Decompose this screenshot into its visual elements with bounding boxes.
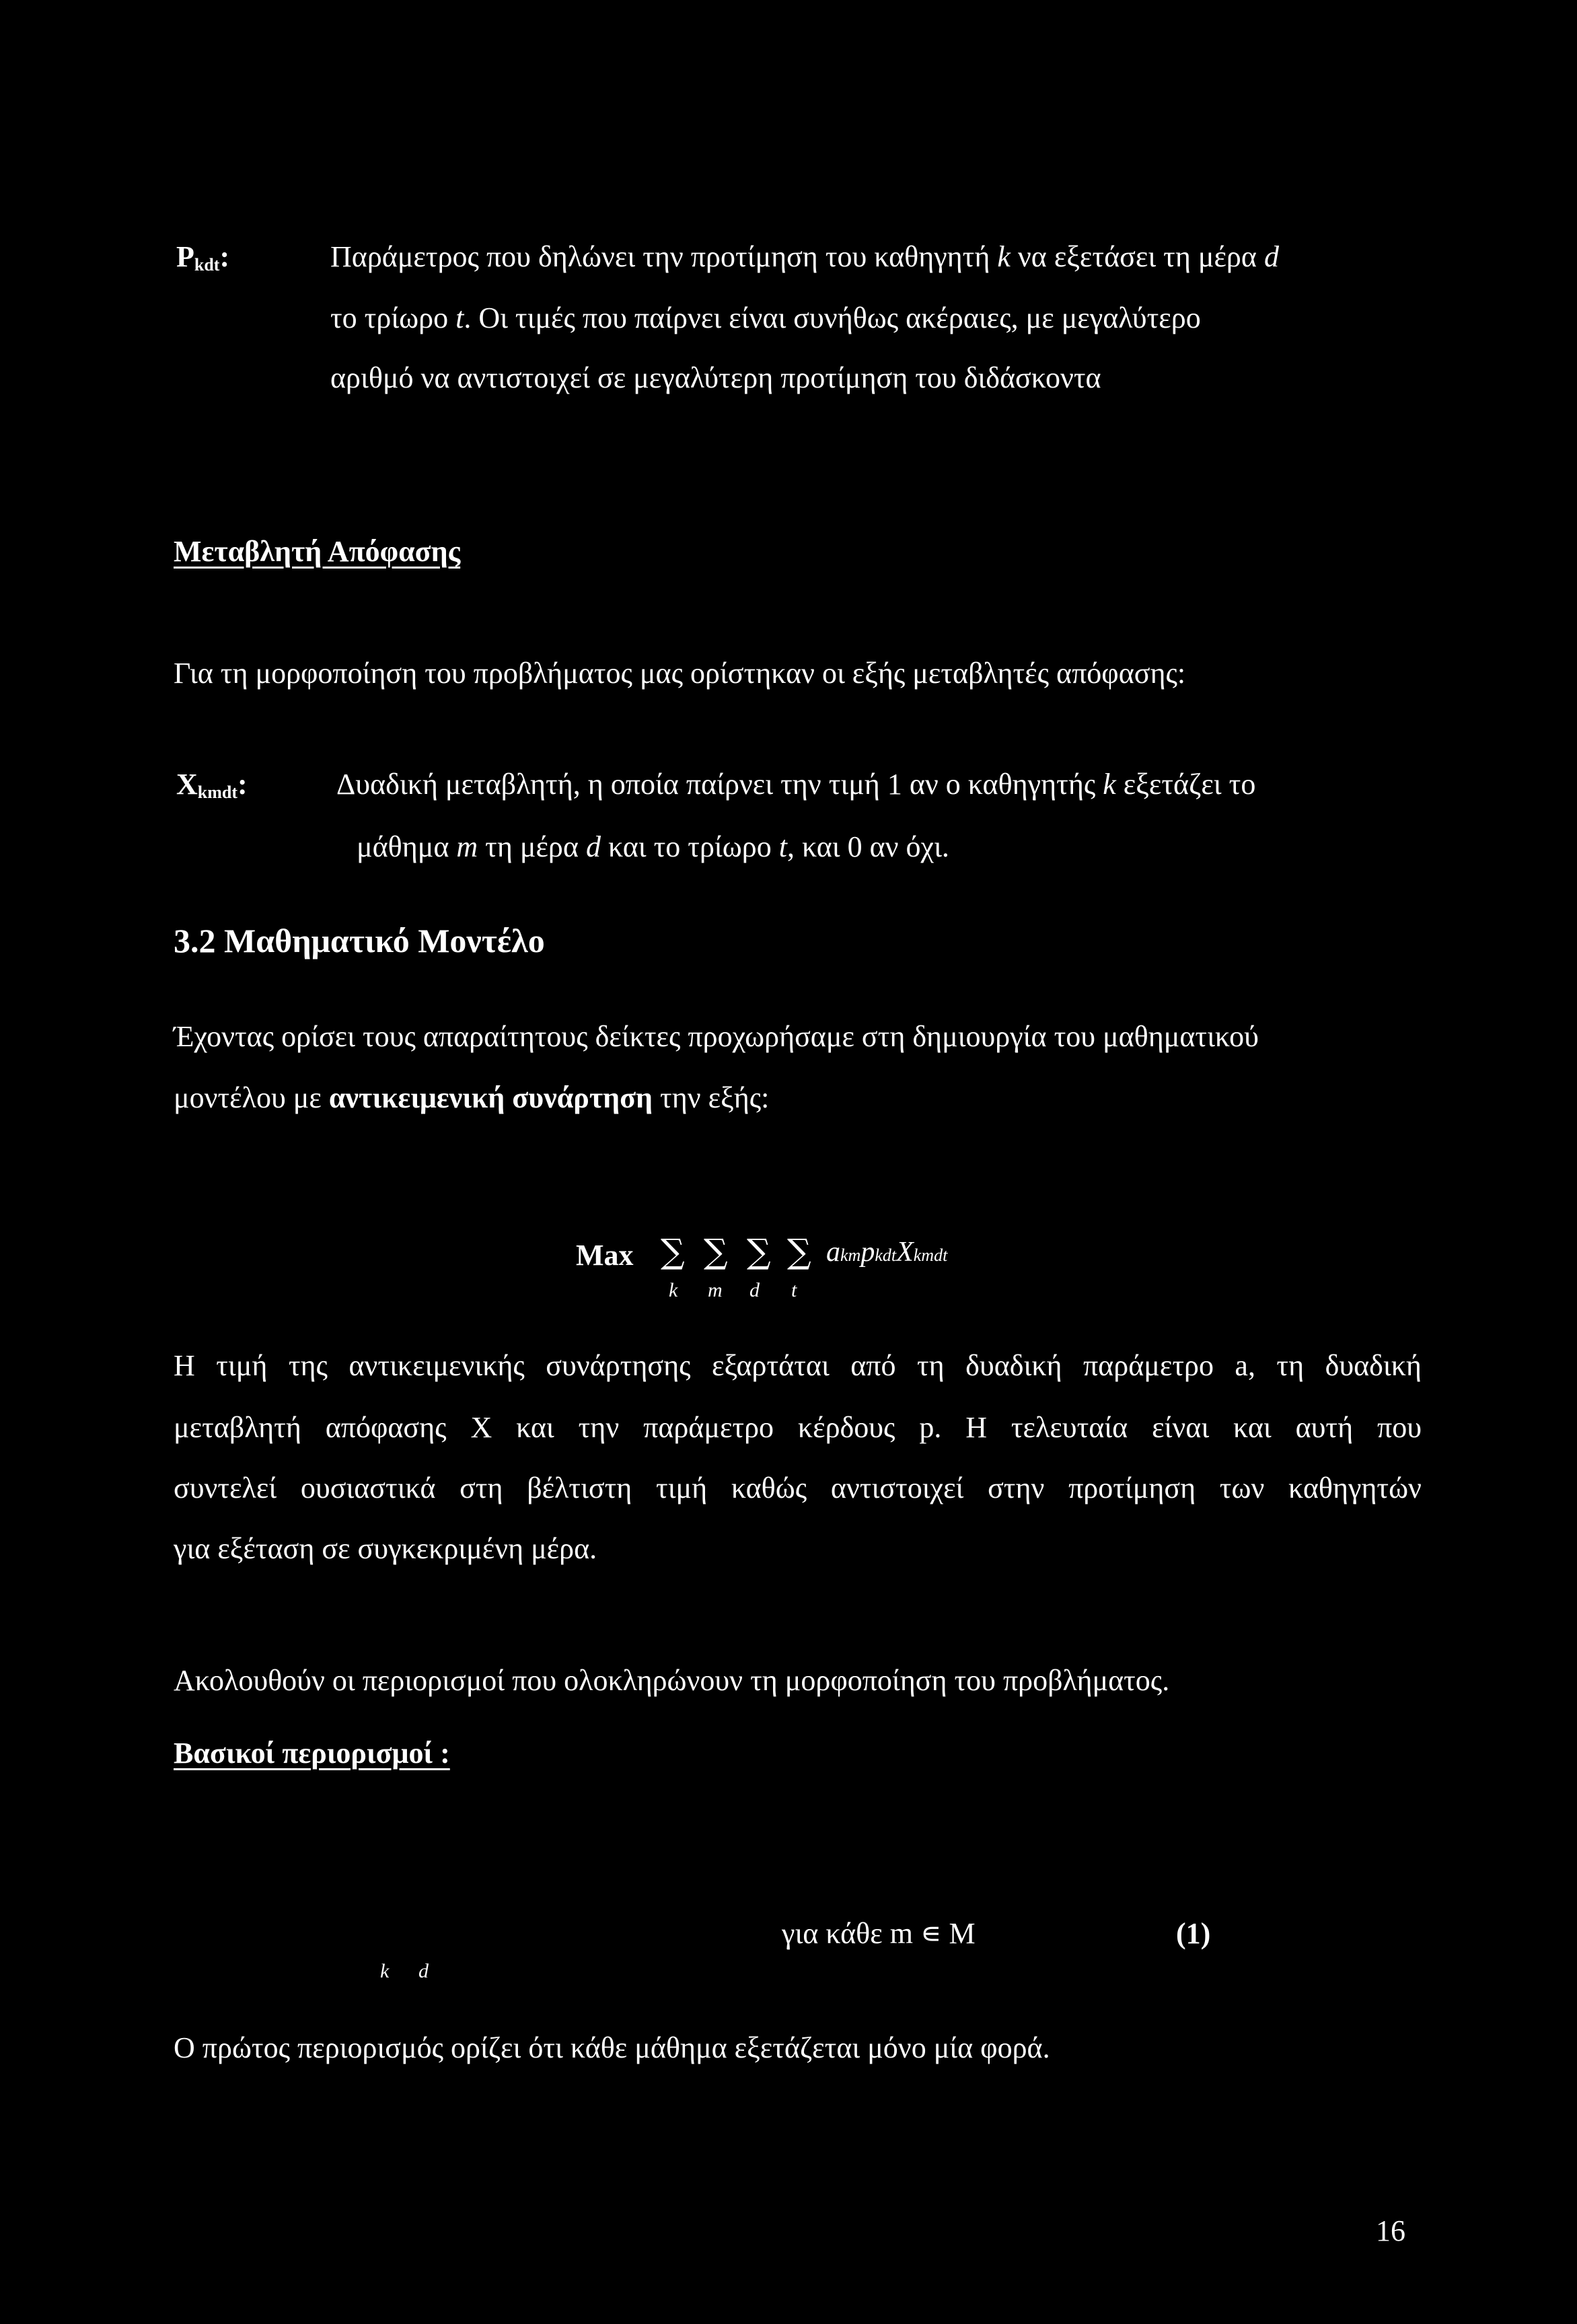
explanation-word: στη bbox=[460, 1472, 503, 1504]
explanation-word: Η bbox=[965, 1411, 987, 1444]
sigma-d: ∑ bbox=[747, 1232, 771, 1271]
xkmdt-line2-mid1: τη μέρα bbox=[478, 830, 586, 863]
explanation-word: συνάρτησης bbox=[546, 1349, 691, 1382]
model-intro-line2-pre: μοντέλου με bbox=[174, 1081, 329, 1114]
explanation-word: αυτή bbox=[1295, 1411, 1354, 1444]
basic-constraints-heading: Βασικοί περιορισμοί : bbox=[174, 1737, 450, 1770]
sum-index-d: d bbox=[749, 1279, 760, 1301]
pkdt-line2-t: t bbox=[455, 301, 464, 334]
explanation-word: παράμετρο bbox=[643, 1411, 774, 1444]
pkdt-line2-text: το τρίωρο bbox=[330, 301, 456, 334]
decision-variable-intro: Για τη μορφοποίηση του προβλήματος μας ορίστηκαν οι εξής μεταβλητές απόφασης: bbox=[174, 657, 1186, 690]
xkmdt-line2-text: μάθημα bbox=[357, 830, 457, 863]
xkmdt-line2-mid2: και το τρίωρο bbox=[600, 830, 779, 863]
xkmdt-line1-post: εξετάζει το bbox=[1115, 768, 1256, 801]
pkdt-line2-post: . Οι τιμές που παίρνει είναι συνήθως ακέραιες, με μεγαλύτερο bbox=[464, 301, 1201, 334]
page-number: 16 bbox=[1376, 2214, 1405, 2247]
objective-terms bbox=[826, 1235, 947, 1269]
pkdt-colon: : bbox=[219, 240, 230, 273]
explanation-word: τη bbox=[1276, 1349, 1305, 1382]
term-a: a bbox=[826, 1237, 840, 1268]
explanation-word: a, bbox=[1235, 1349, 1255, 1382]
objective-max: Max bbox=[576, 1239, 634, 1272]
explanation-word: καθώς bbox=[731, 1472, 807, 1504]
explanation-word: εξαρτάται bbox=[712, 1349, 830, 1382]
explanation-word: στην bbox=[988, 1472, 1045, 1504]
explanation-word: ουσιαστικά bbox=[300, 1472, 436, 1504]
explanation-word: κέρδους bbox=[797, 1411, 895, 1444]
explanation-word: και bbox=[516, 1411, 554, 1444]
explanation-word: είναι bbox=[1152, 1411, 1210, 1444]
constraint1-condition: για κάθε m ∊ M bbox=[782, 1917, 976, 1950]
pkdt-line1-text: Παράμετρος που δηλώνει την προτίμηση του καθηγητή bbox=[330, 240, 998, 273]
xkmdt-symbol-letter: X bbox=[176, 768, 198, 801]
pkdt-symbol-letter: P bbox=[176, 240, 194, 273]
sigma-k: ∑ bbox=[661, 1232, 685, 1271]
explanation-word: μεταβλητή bbox=[174, 1411, 301, 1444]
explanation-word: τη bbox=[917, 1349, 945, 1382]
pkdt-line1-mid: να εξετάσει τη μέρα bbox=[1010, 240, 1264, 273]
pkdt-line1-k: k bbox=[997, 240, 1011, 273]
explanation-word: από bbox=[850, 1349, 896, 1382]
explanation-word: Η bbox=[174, 1349, 195, 1382]
sum-index-t: t bbox=[791, 1279, 797, 1301]
xkmdt-def-line2 bbox=[357, 830, 949, 865]
xkmdt-line2-post: , και 0 αν όχι. bbox=[786, 830, 949, 863]
explanation-word: δυαδική bbox=[1325, 1349, 1422, 1382]
explanation-word: απόφασης bbox=[325, 1411, 447, 1444]
explanation-word: προτίμηση bbox=[1068, 1472, 1196, 1504]
constraint1-number: (1) bbox=[1176, 1917, 1211, 1950]
explanation-word: X bbox=[470, 1411, 492, 1444]
explanation-word: καθηγητών bbox=[1288, 1472, 1422, 1504]
pkdt-def-line1 bbox=[330, 240, 1279, 275]
term-p-sub: kdt bbox=[875, 1245, 897, 1265]
explanation-word: τιμή bbox=[216, 1349, 268, 1382]
explanation-word: και bbox=[1233, 1411, 1272, 1444]
term-x-sub: kmdt bbox=[913, 1245, 948, 1265]
explanation-word: παράμετρο bbox=[1083, 1349, 1214, 1382]
objective-explanation-line1 bbox=[174, 1348, 1422, 1384]
model-intro-line2-bold: αντικειμενική συνάρτηση bbox=[328, 1081, 653, 1114]
explanation-word: συντελεί bbox=[174, 1472, 277, 1504]
decision-variable-heading: Μεταβλητή Απόφασης bbox=[174, 535, 461, 568]
model-intro-line2 bbox=[174, 1081, 769, 1116]
pkdt-symbol bbox=[176, 240, 229, 275]
explanation-word: των bbox=[1219, 1472, 1265, 1504]
xkmdt-line2-d: d bbox=[585, 830, 601, 863]
pkdt-def-line2 bbox=[330, 301, 1201, 336]
section-heading: 3.2 Μαθηματικό Μοντέλο bbox=[174, 922, 545, 959]
constraint1-explanation: Ο πρώτος περιορισμός ορίζει ότι κάθε μάθημα εξετάζεται μόνο μία φορά. bbox=[174, 2031, 1050, 2064]
explanation-word: p. bbox=[919, 1411, 942, 1444]
sigma-m: ∑ bbox=[704, 1232, 728, 1271]
explanation-word: της bbox=[288, 1349, 328, 1382]
sum-index-k: k bbox=[669, 1279, 678, 1301]
sigma-t: ∑ bbox=[787, 1232, 811, 1271]
term-p: p bbox=[860, 1237, 875, 1268]
explanation-word: την bbox=[578, 1411, 620, 1444]
constraint1-index-d: d bbox=[418, 1960, 429, 1982]
xkmdt-line1-k: k bbox=[1103, 768, 1116, 801]
xkmdt-symbol bbox=[176, 767, 248, 803]
objective-explanation-line4: για εξέταση σε συγκεκριμένη μέρα. bbox=[174, 1532, 597, 1565]
term-x: X bbox=[896, 1237, 914, 1268]
model-intro-line2-post: την εξής: bbox=[653, 1081, 770, 1114]
xkmdt-colon: : bbox=[237, 768, 248, 801]
explanation-word: τελευταία bbox=[1011, 1411, 1128, 1444]
explanation-word: τιμή bbox=[656, 1472, 708, 1504]
xkmdt-subscript: kmdt bbox=[197, 783, 238, 802]
model-intro-line1: Έχοντας ορίσει τους απαραίτητους δείκτες προχωρήσαμε στη δημιουργία του μαθηματικού bbox=[174, 1020, 1259, 1053]
sum-index-m: m bbox=[708, 1279, 723, 1301]
objective-explanation-line3 bbox=[174, 1471, 1422, 1506]
explanation-word: αντικειμενικής bbox=[349, 1349, 525, 1382]
explanation-word: δυαδική bbox=[965, 1349, 1062, 1382]
term-a-sub: km bbox=[840, 1245, 861, 1265]
constraints-intro: Ακολουθούν οι περιορισμοί που ολοκληρώνουν τη μορφοποίηση του προβλήματος. bbox=[174, 1664, 1170, 1697]
pkdt-subscript: kdt bbox=[194, 255, 220, 275]
pkdt-def-line3: αριθμό να αντιστοιχεί σε μεγαλύτερη προτίμηση του διδάσκοντα bbox=[330, 361, 1101, 394]
constraint1-index-k: k bbox=[380, 1960, 390, 1982]
explanation-word: αντιστοιχεί bbox=[830, 1472, 964, 1504]
explanation-word: που bbox=[1377, 1411, 1422, 1444]
pkdt-line1-d: d bbox=[1263, 240, 1279, 273]
xkmdt-line1-text: Δυαδική μεταβλητή, η οποία παίρνει την τιμή 1 αν ο καθηγητής bbox=[336, 768, 1103, 801]
xkmdt-line2-m: m bbox=[456, 830, 478, 863]
explanation-word: βέλτιστη bbox=[527, 1472, 632, 1504]
xkmdt-def-line1 bbox=[336, 767, 1255, 803]
xkmdt-line2-t: t bbox=[778, 830, 787, 863]
objective-explanation-line2 bbox=[174, 1410, 1422, 1446]
